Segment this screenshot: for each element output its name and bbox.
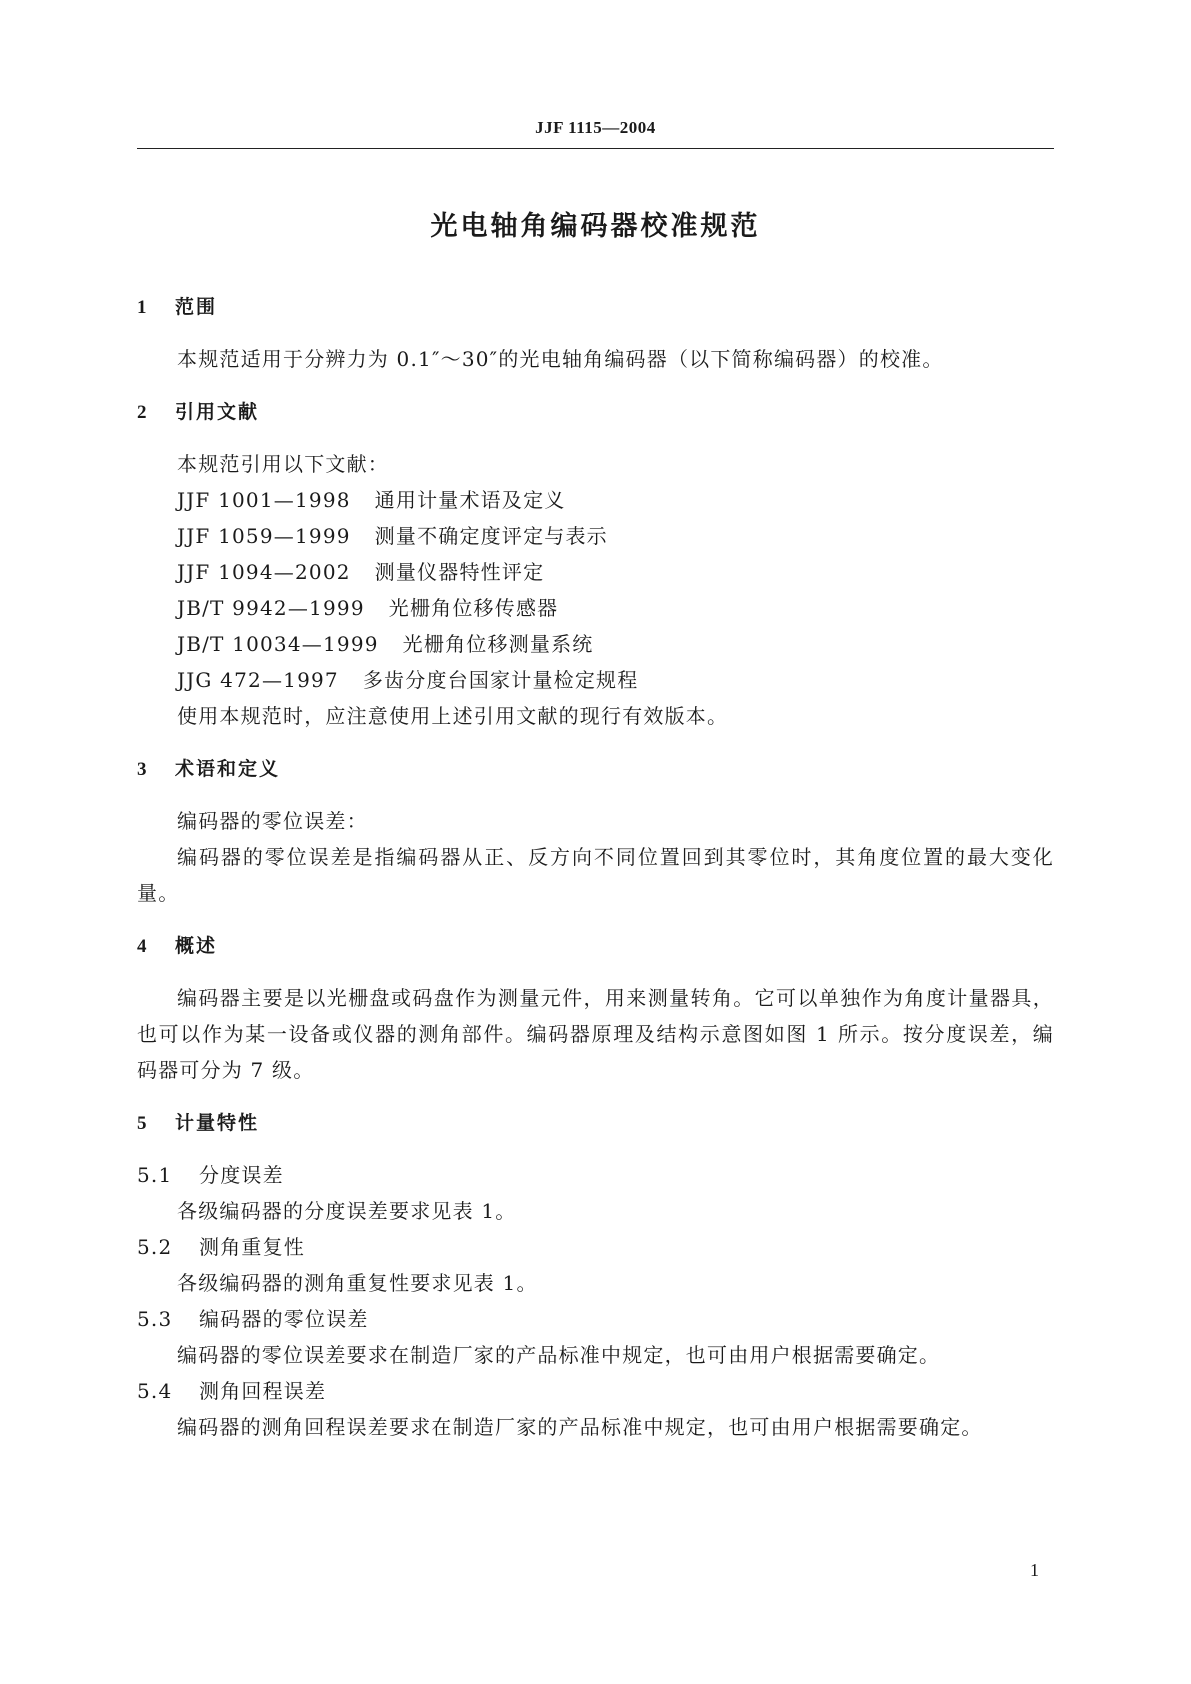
reference-code: JJF 1001—1998 [177,488,351,512]
section-title: 计量特性 [175,1112,260,1134]
standard-code-header: JJF 1115—2004 [535,118,656,137]
reference-code: JJF 1094—2002 [177,560,351,584]
reference-title: 测量不确定度评定与表示 [374,524,608,548]
subsection-paragraph: 编码器的测角回程误差要求在制造厂家的产品标准中规定，也可由用户根据需要确定。 [177,1415,983,1439]
section-number: 2 [137,402,147,423]
subsection-heading [137,1157,1054,1193]
term-label: 编码器的零位误差： [177,809,368,833]
subsection-number: 5.4 [137,1379,173,1403]
section-paragraph: 编码器主要是以光栅盘或码盘作为测量元件，用来测量转角。它可以单独作为角度计量器具，也可以作为某一设备或仪器的测角部件。编码器原理及结构示意图如图 1 所示。按分度误差，编码器可分为 7 级。 [137,986,1054,1082]
section-title: 概述 [175,935,218,957]
reference-code: JB/T 10034—1999 [177,632,379,656]
section-paragraph: 本规范适用于分辨力为 0.1″～30″的光电轴角编码器（以下简称编码器）的校准。 [177,347,944,371]
section-number: 4 [137,936,147,957]
section-title: 引用文献 [175,401,260,423]
reference-code: JJG 472—1997 [177,668,339,692]
reference-title: 光栅角位移测量系统 [402,632,594,656]
reference-item [137,482,1054,518]
header-rule [137,148,1054,149]
section-metrology [137,1108,1054,1445]
section-terms [137,754,1054,911]
section-title: 范围 [175,296,218,318]
subsection-paragraph: 各级编码器的分度误差要求见表 1。 [177,1199,517,1223]
section-overview [137,931,1054,1088]
section-title: 术语和定义 [175,758,281,780]
subsection-heading [137,1373,1054,1409]
reference-item [137,662,1054,698]
reference-code: JB/T 9942—1999 [177,596,365,620]
subsection-heading [137,1301,1054,1337]
section-number: 5 [137,1113,147,1134]
term-definition: 编码器的零位误差是指编码器从正、反方向不同位置回到其零位时，其角度位置的最大变化量。 [137,845,1054,905]
reference-title: 光栅角位移传感器 [388,596,559,620]
subsection-number: 5.2 [137,1235,173,1259]
reference-item [137,590,1054,626]
subsection-title: 编码器的零位误差 [199,1307,369,1331]
section-scope [137,292,1054,377]
page-number: 1 [1030,1560,1039,1580]
section-heading [137,397,1054,428]
section-heading [137,1108,1054,1139]
subsection-number: 5.3 [137,1307,173,1331]
section-number: 1 [137,297,147,318]
subsection-title: 分度误差 [199,1163,284,1187]
subsection-paragraph: 各级编码器的测角重复性要求见表 1。 [177,1271,538,1295]
subsection-title: 测角重复性 [199,1235,305,1259]
reference-item [137,518,1054,554]
document-title: 光电轴角编码器校准规范 [430,211,761,242]
subsection-number: 5.1 [137,1163,173,1187]
subsection-heading [137,1229,1054,1265]
subsection-title: 测角回程误差 [199,1379,327,1403]
section-heading [137,931,1054,962]
document-body [137,292,1054,1445]
section-number: 3 [137,759,147,780]
reference-code: JJF 1059—1999 [177,524,351,548]
references-closing: 使用本规范时，应注意使用上述引用文献的现行有效版本。 [177,704,729,728]
reference-item [137,626,1054,662]
section-heading [137,754,1054,785]
reference-title: 多齿分度台国家计量检定规程 [362,668,639,692]
section-references [137,397,1054,734]
reference-title: 通用计量术语及定义 [374,488,566,512]
reference-item [137,554,1054,590]
references-intro: 本规范引用以下文献： [177,452,389,476]
reference-title: 测量仪器特性评定 [374,560,545,584]
section-heading [137,292,1054,323]
subsection-paragraph: 编码器的零位误差要求在制造厂家的产品标准中规定，也可由用户根据需要确定。 [177,1343,941,1367]
